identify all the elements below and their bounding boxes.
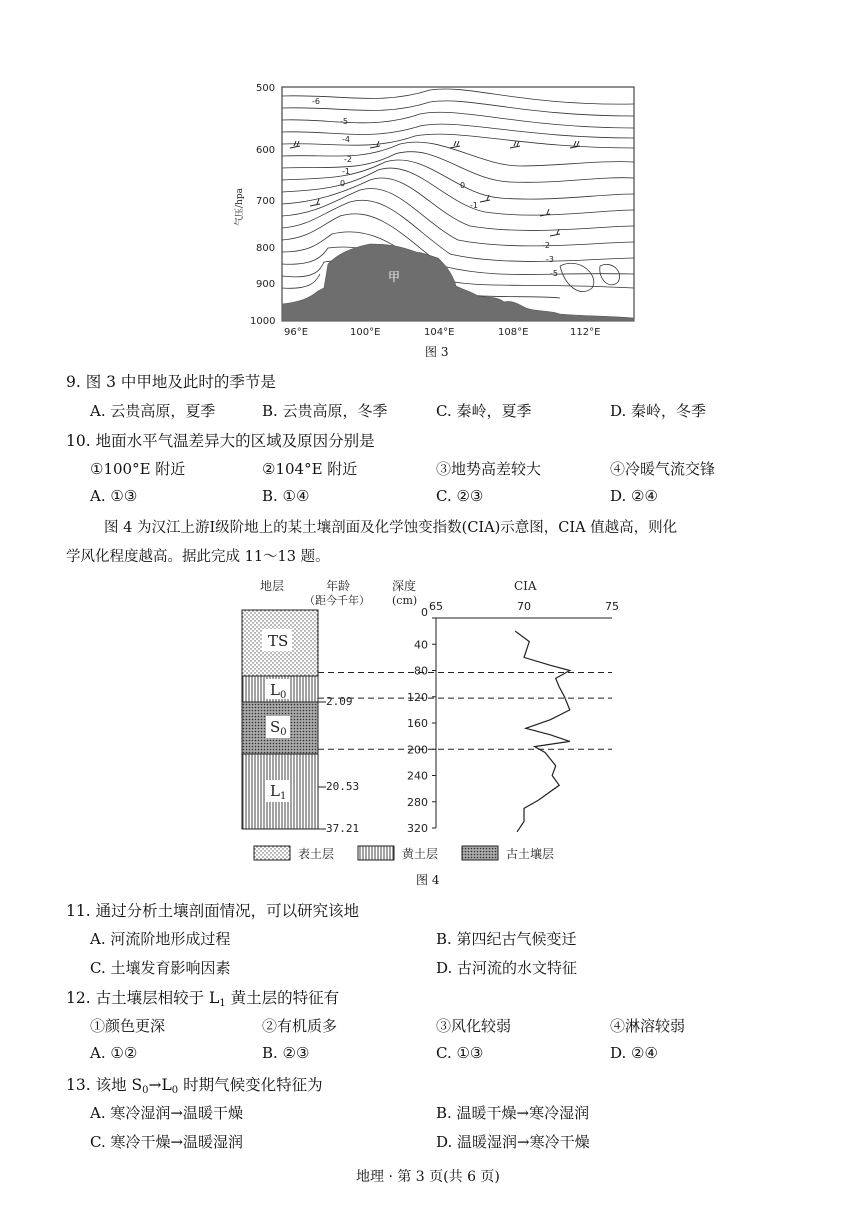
q9-option-a[interactable]: A. 云贵高原，夏季 (90, 402, 216, 420)
figure-3-ylabel: 气压/hpa (235, 188, 245, 226)
q9-option-b[interactable]: B. 云贵高原，冬季 (262, 402, 388, 420)
q11-option-d[interactable]: D. 古河流的水文特征 (436, 959, 578, 977)
y-tick-900: 900 (256, 279, 276, 290)
depth-tick-label: 80 (414, 664, 428, 678)
intro-line-1: 图 4 为汉江上游Ⅰ级阶地上的某土壤剖面及化学蚀变指数(CIA)示意图，CIA 值越高，则化 (104, 520, 678, 536)
question-10-stem: 10. 地面水平气温差异大的区域及原因分别是 (66, 432, 375, 450)
legend-swatch-paleosol (462, 846, 498, 860)
svg-text:-2: -2 (344, 155, 352, 164)
svg-text:-5: -5 (550, 269, 558, 278)
svg-text:-2: -2 (542, 241, 550, 250)
depth-tick-label: 120 (407, 690, 428, 704)
depth-tick-label: 0 (421, 606, 428, 619)
y-tick-500: 500 (256, 83, 276, 94)
region-jia-label: 甲 (388, 270, 401, 284)
svg-text:-1: -1 (342, 167, 350, 176)
header-age: 年龄 (326, 579, 351, 593)
x-tick-100e: 100°E (350, 327, 381, 338)
q10-item-3: ③地势高差较大 (436, 460, 542, 478)
header-depth-unit: (cm) (392, 594, 418, 607)
svg-text:-5: -5 (340, 117, 348, 126)
q10-option-c[interactable]: C. ②③ (436, 487, 484, 505)
cia-tick-label: 70 (517, 600, 531, 613)
cia-tick-label: 65 (429, 600, 443, 613)
q12-option-b[interactable]: B. ②③ (262, 1044, 310, 1062)
depth-tick-label: 320 (407, 822, 428, 835)
layer-ts-label: TS (268, 632, 289, 650)
q12-item-2: ②有机质多 (262, 1017, 338, 1035)
q10-item-2: ②104°E 附近 (262, 460, 358, 478)
age-20-53: 20.53 (326, 780, 360, 793)
y-tick-1000: 1000 (250, 316, 276, 327)
q13-option-a[interactable]: A. 寒冷湿润→温暖干燥 (90, 1104, 243, 1122)
q9-option-d[interactable]: D. 秦岭，冬季 (610, 402, 707, 420)
question-11-stem: 11. 通过分析土壤剖面情况，可以研究该地 (66, 902, 360, 920)
q13-option-d[interactable]: D. 温暖湿润→寒冷干燥 (436, 1133, 590, 1151)
x-tick-108e: 108°E (498, 327, 529, 338)
svg-text:0: 0 (340, 179, 346, 188)
y-tick-600: 600 (256, 145, 276, 156)
q10-option-b[interactable]: B. ①④ (262, 487, 310, 505)
svg-text:-1: -1 (470, 201, 478, 210)
figure-3-caption: 图 3 (425, 345, 449, 359)
legend-loess: 黄土层 (402, 847, 439, 861)
question-12-stem: 12. 古土壤层相较于 $L_1$ 黄土层的特征有 (66, 989, 340, 1009)
header-age-unit: （距今千年） (304, 594, 370, 607)
q10-option-a[interactable]: A. ①③ (90, 487, 138, 505)
cia-label: CIA (514, 579, 537, 593)
depth-tick-label: 40 (414, 638, 428, 652)
question-9-stem: 9. 图 3 中甲地及此时的季节是 (66, 373, 276, 391)
intro-line-2: 学风化程度越高。据此完成 11～13 题。 (66, 549, 330, 565)
legend-paleosol: 古土壤层 (506, 847, 555, 861)
figure-4 (236, 574, 626, 894)
header-layer: 地层 (260, 579, 285, 593)
page-footer: 地理 · 第 3 页(共 6 页) (356, 1169, 500, 1185)
age-37-21: 37.21 (326, 822, 360, 835)
q13-option-c[interactable]: C. 寒冷干燥→温暖湿润 (90, 1133, 244, 1151)
q9-option-c[interactable]: C. 秦岭，夏季 (436, 402, 532, 420)
q12-item-1: ①颜色更深 (90, 1017, 166, 1035)
q11-option-c[interactable]: C. 土壤发育影响因素 (90, 959, 231, 977)
q12-option-d[interactable]: D. ②④ (610, 1044, 658, 1062)
depth-tick-label: 200 (407, 743, 428, 757)
q12-item-3: ③风化较弱 (436, 1017, 512, 1035)
depth-tick-label: 240 (407, 769, 428, 783)
q12-option-c[interactable]: C. ①③ (436, 1044, 484, 1062)
q10-item-1: ①100°E 附近 (90, 460, 186, 478)
legend-topsoil: 表土层 (298, 847, 335, 861)
figure-4-caption: 图 4 (416, 873, 440, 887)
q12-item-4: ④淋溶较弱 (610, 1017, 686, 1035)
q10-option-d[interactable]: D. ②④ (610, 487, 658, 505)
cia-tick-label: 75 (605, 600, 619, 613)
q10-item-4: ④冷暖气流交锋 (610, 460, 716, 478)
q12-option-a[interactable]: A. ①② (90, 1044, 138, 1062)
x-tick-104e: 104°E (424, 327, 455, 338)
layer-l1-label: $L_1$ (270, 782, 287, 802)
legend-swatch-loess (358, 846, 394, 860)
depth-tick-label: 280 (407, 795, 428, 809)
layer-s0-label: $S_0$ (270, 718, 287, 738)
y-tick-800: 800 (256, 243, 276, 254)
header-depth: 深度 (392, 579, 417, 593)
q13-option-b[interactable]: B. 温暖干燥→寒冷湿润 (436, 1104, 590, 1122)
x-tick-112e: 112°E (570, 327, 601, 338)
x-tick-96e: 96°E (284, 327, 309, 338)
q11-option-b[interactable]: B. 第四纪古气候变迁 (436, 930, 577, 948)
q11-option-a[interactable]: A. 河流阶地形成过程 (90, 930, 231, 948)
layer-l0-label: $L_0$ (270, 681, 287, 701)
svg-text:-3: -3 (546, 255, 554, 264)
question-13-stem: 13. 该地 $S_0\to L_0$ 时期气候变化特征为 (66, 1076, 323, 1096)
y-tick-700: 700 (256, 196, 276, 207)
svg-text:-4: -4 (342, 135, 350, 144)
figure-3 (220, 76, 640, 361)
depth-tick-label: 160 (407, 717, 428, 730)
cia-series-line (515, 631, 570, 832)
svg-text:0: 0 (460, 181, 466, 190)
svg-text:-6: -6 (312, 97, 320, 106)
legend-swatch-topsoil (254, 846, 290, 860)
age-2-09: 2.09 (326, 695, 353, 708)
